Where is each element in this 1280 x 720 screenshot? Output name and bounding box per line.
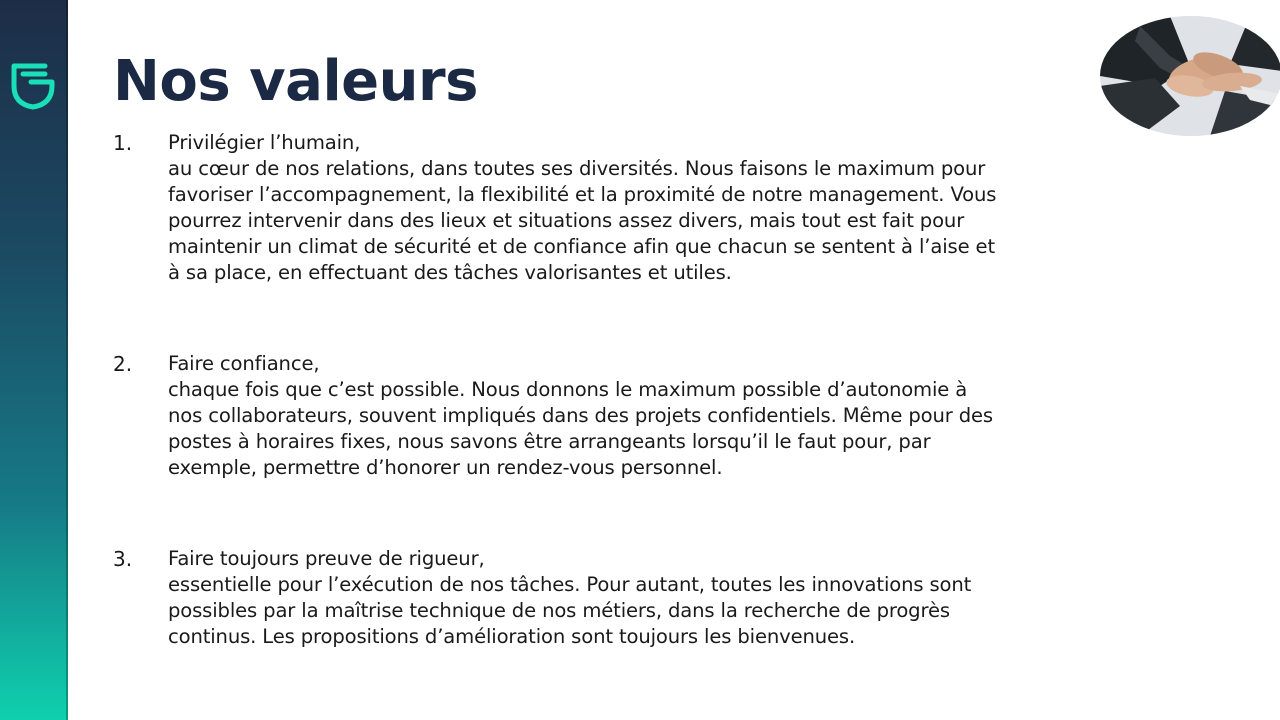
value-body <box>168 546 1198 650</box>
value-number: 1. <box>113 131 133 155</box>
value-text: chaque fois que c’est possible. Nous donnons le maximum possible d’autonomie à nos collaborateurs, souvent impliqués dans des projets confidentiels. Même pour des postes à horaires fixes, nous savons être arrangeants lorsqu’il le faut pour, par exemple, permettre d’honorer un rendez-vous personnel. <box>168 378 993 479</box>
value-body <box>168 351 1198 481</box>
value-text: au cœur de nos relations, dans toutes ses diversités. Nous faisons le maximum pour favoriser l’accompagnement, la flexibilité et la proximité de notre management. Vous pourrez intervenir dans des lieux et situations assez divers, mais tout est fait pour maintenir un climat de sécurité et de confiance afin que chacun se sentent à l’aise et à sa place, en effectuant des tâches valorisantes et utiles. <box>168 157 997 284</box>
side-accent-bar <box>0 0 68 720</box>
value-body <box>168 130 1198 286</box>
side-bar-divider <box>66 0 68 720</box>
stacked-hands-photo <box>1100 16 1280 136</box>
value-number: 2. <box>113 352 133 376</box>
brand-logo-icon <box>9 60 57 110</box>
slide-title: Nos valeurs <box>113 49 478 114</box>
value-heading: Privilégier l’humain, <box>168 131 361 154</box>
value-heading: Faire toujours preuve de rigueur, <box>168 547 485 570</box>
value-number: 3. <box>113 547 133 571</box>
value-text: essentielle pour l’exécution de nos tâches. Pour autant, toutes les innovations sont possibles par la maîtrise technique de nos métiers, dans la recherche de progrès continus. Les propositions d’amélioration sont toujours les bienvenues. <box>168 573 972 648</box>
value-heading: Faire confiance, <box>168 352 320 375</box>
